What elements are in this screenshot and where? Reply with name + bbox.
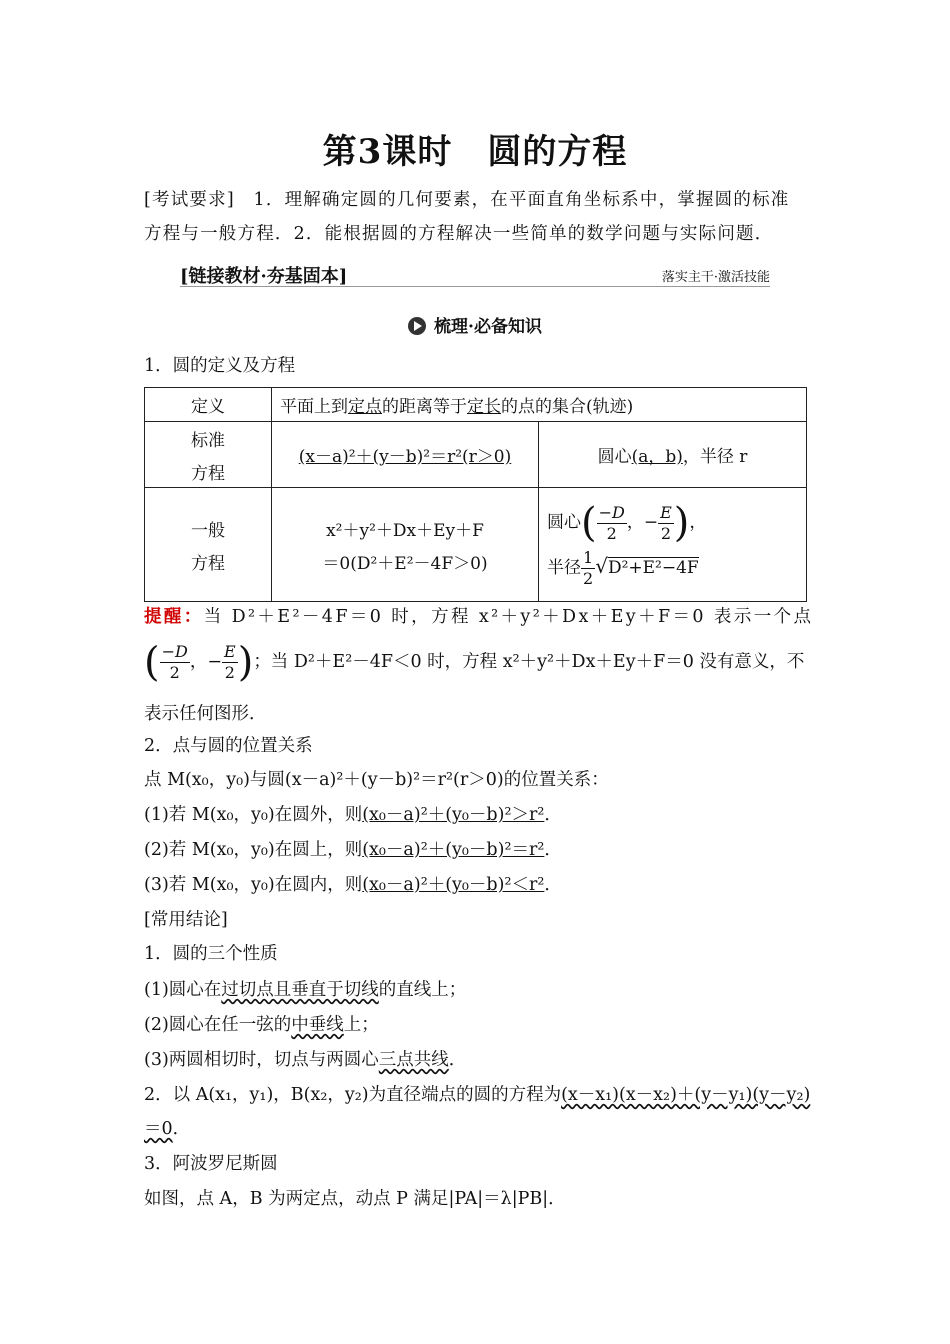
page-title: 第3课时 圆的方程	[322, 132, 628, 172]
table-cell-standard-label	[145, 422, 272, 488]
general-equation-1: x²＋y²＋Dx＋Ey＋F	[326, 520, 484, 541]
standard-equation: (x－a)²＋(y－b)²＝r²(r＞0)	[298, 447, 512, 467]
table-cell-general-center	[539, 488, 807, 602]
tip-label: 提醒：	[144, 607, 204, 627]
requirement-line-2: 方程与一般方程．2．能根据圆的方程解决一些简单的数学问题与实际问题．	[144, 224, 774, 244]
tip-text-2: ；当 D²＋E²－4F＜0 时，方程 x²＋y²＋Dx＋Ey＋F＝0 没有意义，不	[253, 652, 805, 672]
tip-text-1: 当 D²＋E²－4F＝0 时，方程 x²＋y²＋Dx＋Ey＋F＝0 表示一个点	[203, 607, 814, 627]
property-1-key: 过切点且垂直于切线	[221, 980, 379, 1000]
property-2-pre: (2)圆心在任一弦的	[144, 1015, 292, 1035]
position-intro: 点 M(x₀，y₀)与圆(x－a)²＋(y－b)²＝r²(r＞0)的位置关系：	[144, 770, 609, 790]
position-case-3: (3)若 M(x₀，y₀)在圆内，则(x₀－a)²＋(y₀－b)²＜r²．	[144, 875, 562, 895]
std-label-1: 标准	[191, 430, 225, 451]
def-fixed-point: 定点	[348, 397, 382, 417]
table-row-definition	[145, 388, 807, 422]
common-conclusions: [常用结论]	[144, 910, 228, 930]
case-3-formula: (x₀－a)²＋(y₀－b)²＜r²	[362, 875, 545, 895]
diameter-period: ．	[172, 1119, 191, 1139]
position-case-1: (1)若 M(x₀，y₀)在圆外，则(x₀－a)²＋(y₀－b)²＞r²．	[144, 805, 562, 825]
std-center-label: 圆心	[597, 447, 632, 467]
def-fixed-length: 定长	[467, 397, 501, 417]
heading-definition: 1．圆的定义及方程	[144, 356, 296, 376]
banner-title: [链接教材·夯基固本]	[180, 266, 348, 287]
case-2-formula: (x₀－a)²＋(y₀－b)²＝r²	[362, 840, 545, 860]
gen-center-label: 圆心	[547, 512, 581, 533]
std-center-value: (a，b)	[631, 447, 683, 467]
property-2-key: 中垂线	[291, 1015, 344, 1035]
property-3-key: 三点共线	[378, 1050, 449, 1070]
case-1-text: (1)若 M(x₀，y₀)在圆外，则	[144, 805, 363, 825]
case-3-text: (3)若 M(x₀，y₀)在圆内，则	[144, 875, 363, 895]
std-radius: ，半径 r	[682, 447, 748, 467]
banner-subtitle: 落实主干·激活技能	[661, 270, 770, 285]
position-case-2: (2)若 M(x₀，y₀)在圆上，则(x₀－a)²＋(y₀－b)²＝r²．	[144, 840, 562, 860]
apollonius-heading: 3．阿波罗尼斯圆	[144, 1154, 278, 1174]
section-banner	[180, 262, 770, 287]
gen-radius-label: 半径	[547, 558, 581, 578]
gen-radius-expression: D²+E²−4F	[607, 558, 699, 578]
tip-line-1	[144, 605, 813, 629]
property-3	[144, 1048, 466, 1072]
diameter-text: 2．以 A(x₁，y₁)，B(x₂，y₂)为直径端点的圆的方程为	[144, 1085, 562, 1105]
std-label-2: 方程	[191, 463, 225, 484]
def-text-2: 的距离等于	[382, 397, 467, 417]
gen-label-2: 方程	[191, 553, 225, 574]
gen-center: 圆心( $\frac{-D}{2}$ ，− $\frac{E}{2}$ )，	[547, 500, 707, 546]
diameter-formula: (x－x₁)(x－x₂)＋(y－y₁)(y－y₂)	[561, 1085, 811, 1105]
table-row-general	[145, 488, 807, 602]
diameter-formula-end: ＝0	[144, 1119, 173, 1139]
tip-line-2: ( $\frac{-D}{2}$ ，− $\frac{E}{2}$ )；当 D²＋E²－4F＜0 时，方程 x²＋y²＋Dx＋Ey＋F＝0 没有意义，不	[144, 639, 805, 686]
property-1	[144, 978, 466, 1002]
def-text-1: 平面上到	[280, 397, 348, 417]
fraction-neg-d-over-2: $\frac{-D}{2}$	[598, 502, 625, 543]
diameter-equation-line-2	[144, 1117, 190, 1141]
property-2	[144, 1013, 379, 1037]
property-3-pre: (3)两圆相切时，切点与两圆心	[144, 1050, 379, 1070]
table-cell-general-equation	[272, 488, 539, 602]
tip-line-3: 表示任何图形．	[144, 704, 267, 724]
table-cell-definition-label: 定义	[145, 388, 272, 422]
table-cell-standard-center	[539, 422, 807, 488]
heading-point-circle: 2．点与圆的位置关系	[144, 736, 313, 756]
apollonius-text: 如图，点 A，B 为两定点，动点 P 满足|PA|＝λ|PB|．	[144, 1189, 566, 1209]
circle-equation-table	[144, 387, 807, 602]
section-heading	[0, 312, 950, 337]
table-cell-definition	[272, 388, 807, 422]
property-2-post: 上；	[343, 1015, 379, 1035]
requirement-line-1: [考试要求] 1．理解确定圆的几何要素，在平面直角坐标系中，掌握圆的标准	[144, 190, 790, 210]
fraction-e-over-2: $\frac{E}{2}$	[660, 502, 672, 543]
case-1-formula: (x₀－a)²＋(y₀－b)²＞r²	[362, 805, 545, 825]
play-icon	[408, 317, 426, 335]
section-heading-text: 梳理·必备知识	[434, 317, 542, 337]
gen-label-1: 一般	[191, 520, 225, 541]
property-3-post: ．	[448, 1050, 467, 1070]
table-cell-standard-equation	[272, 422, 539, 488]
def-text-3: 的点的集合(轨迹)	[501, 397, 634, 417]
general-equation-2: ＝0(D²＋E²－4F＞0)	[322, 553, 488, 574]
gen-radius: 半径 $\frac{1}{2}$ √D²+E²−4F	[547, 548, 699, 588]
property-heading: 1．圆的三个性质	[144, 944, 278, 964]
property-1-post: 的直线上；	[378, 980, 467, 1000]
diameter-equation-line-1	[144, 1083, 810, 1107]
table-cell-general-label	[145, 488, 272, 602]
table-row-standard	[145, 422, 807, 488]
property-1-pre: (1)圆心在	[144, 980, 222, 1000]
case-2-text: (2)若 M(x₀，y₀)在圆上，则	[144, 840, 363, 860]
